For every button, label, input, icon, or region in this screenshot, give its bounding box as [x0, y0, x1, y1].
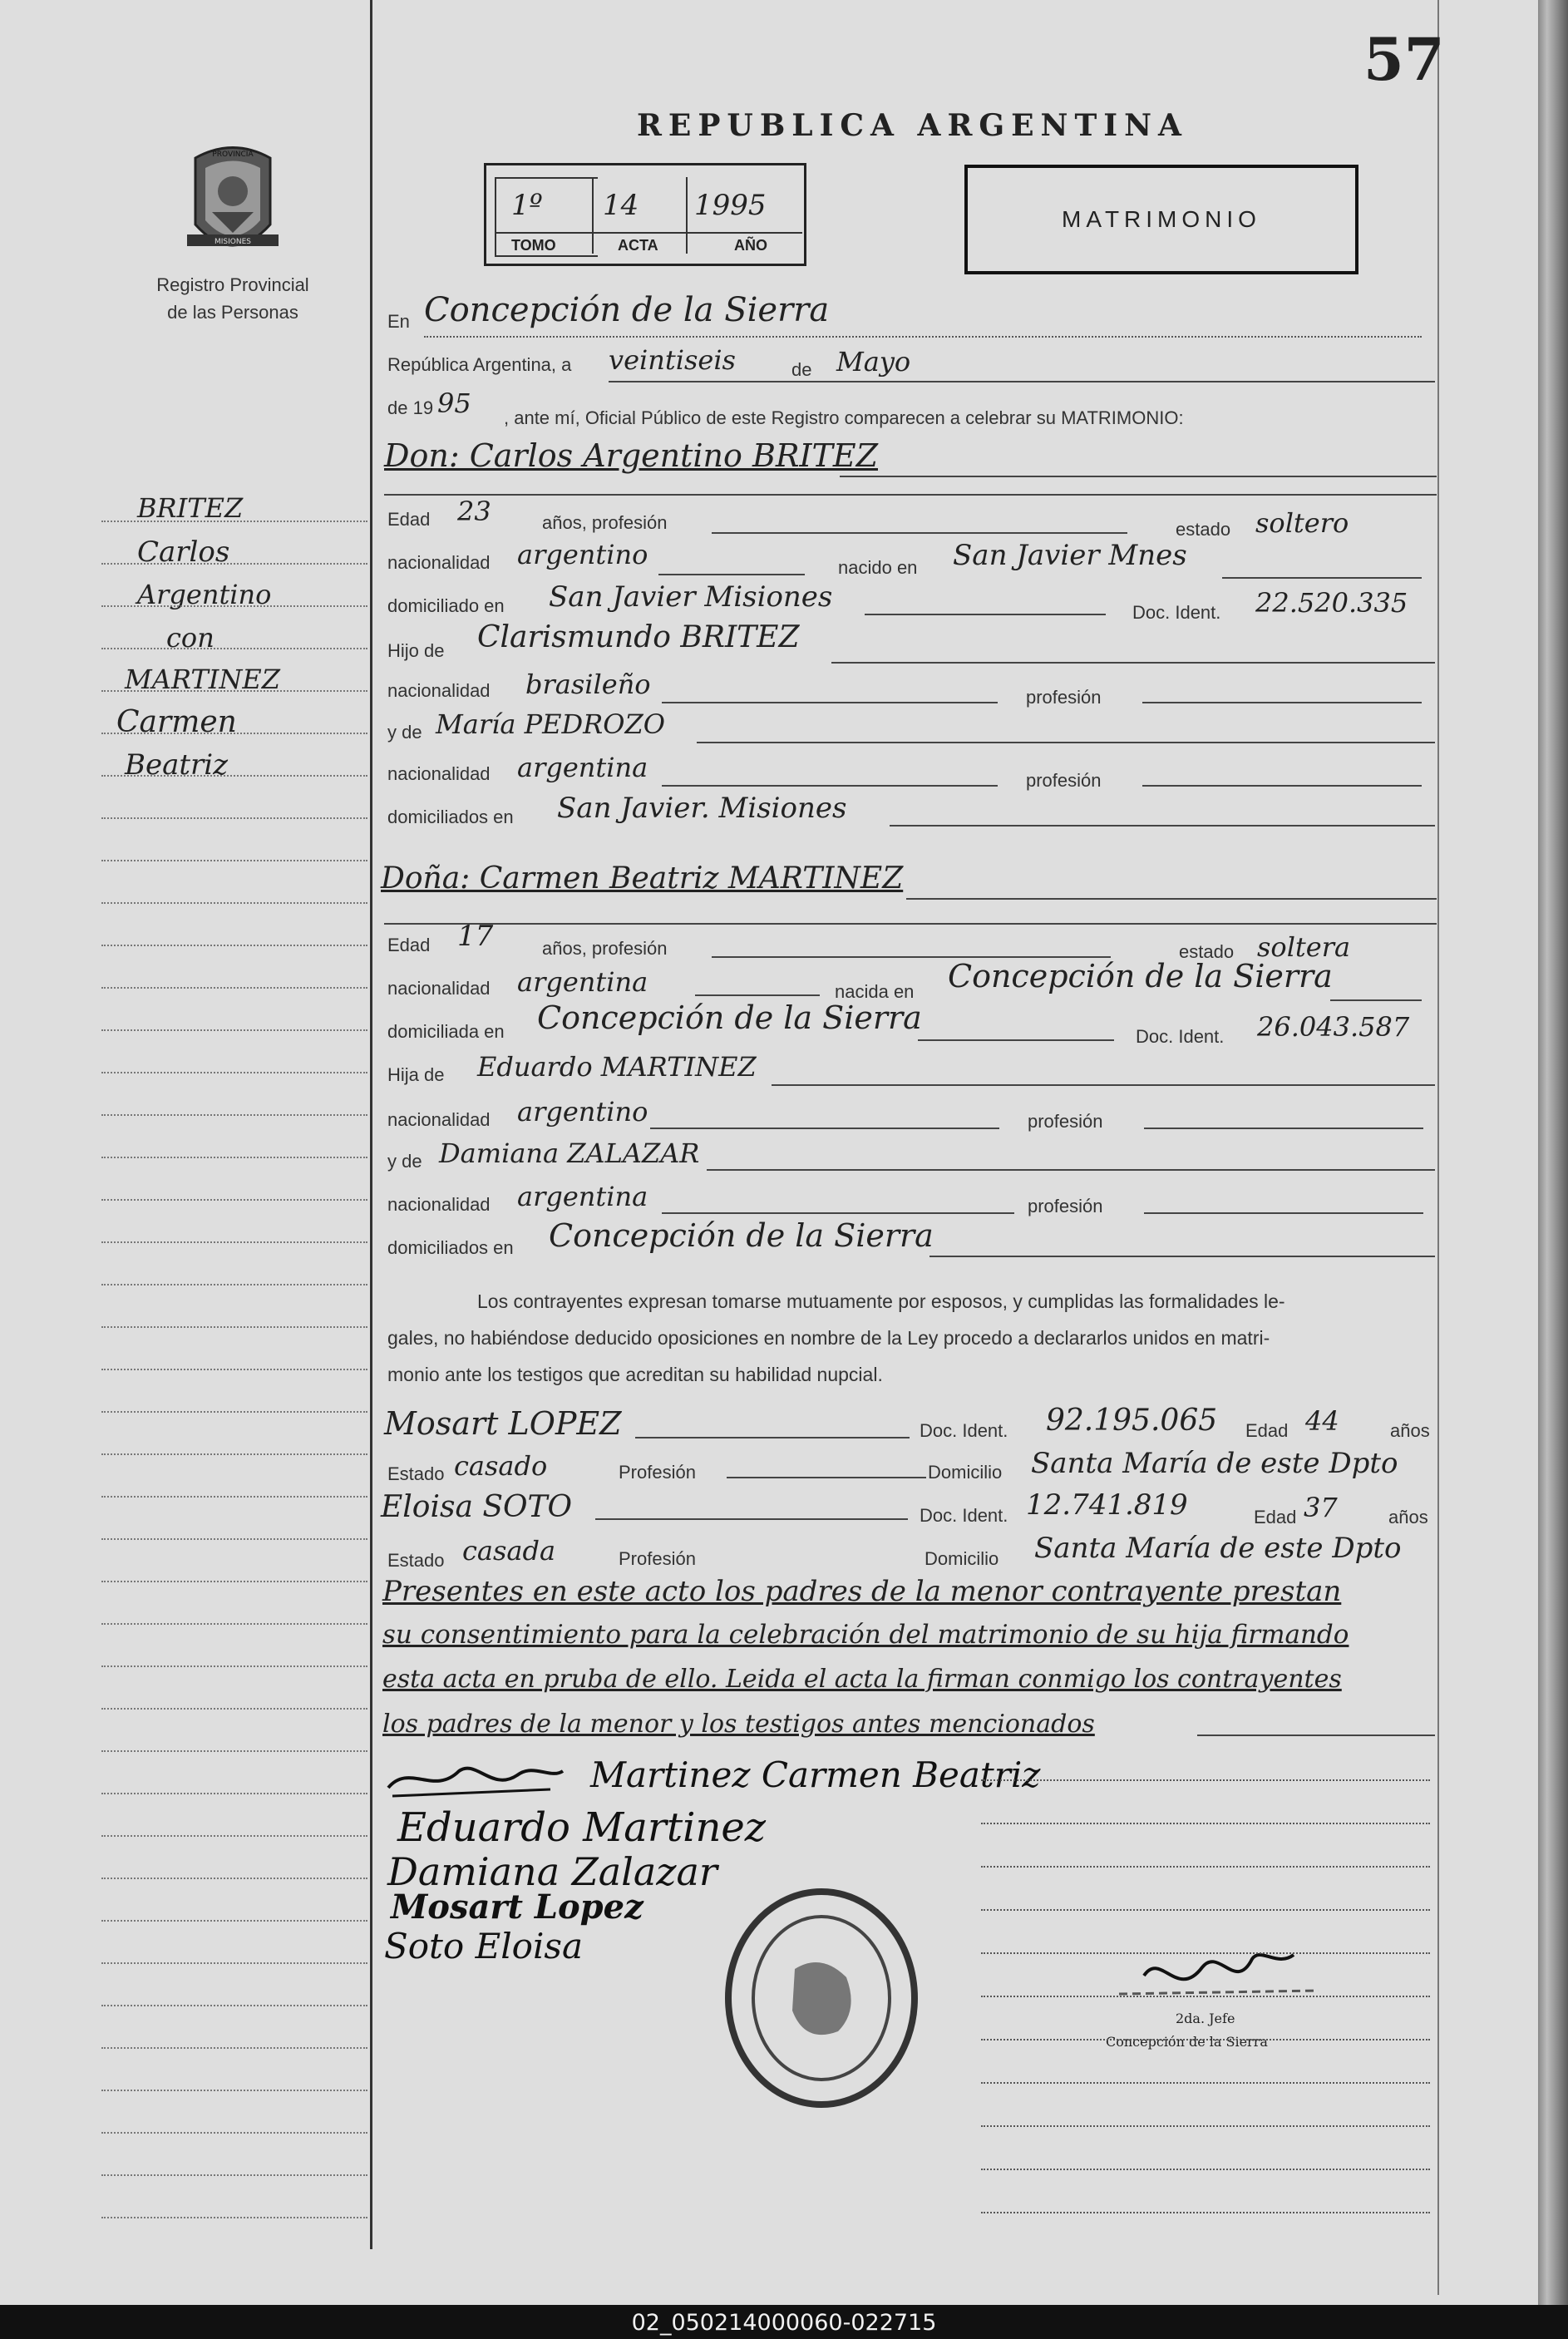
groom-mother: María PEDROZO — [436, 708, 665, 740]
groom-father: Clarismundo BRITEZ — [477, 620, 800, 654]
body-ruled-line — [981, 2169, 1430, 2170]
registry-stamp-seal — [722, 1886, 921, 2110]
page-number: 57 — [1363, 25, 1445, 94]
margin-ruled-line — [101, 563, 367, 565]
bride-estado: soltera — [1257, 931, 1351, 963]
bride-doc-label: Doc. Ident. — [1136, 1026, 1225, 1047]
declaration-line-1: Los contrayentes expresan tomarse mutuamente por esposos, y cumplidas las formalidades le- — [477, 1290, 1285, 1312]
margin-ruled-line — [101, 2047, 367, 2049]
groom-father-nationality: brasileño — [525, 669, 651, 700]
margin-ruled-line — [101, 1453, 367, 1455]
body-ruled-line — [981, 1779, 1430, 1781]
margin-ruled-line — [101, 2217, 367, 2218]
signature-witness1: Mosart Lopez — [391, 1887, 643, 1927]
margin-ruled-line — [101, 1878, 367, 1879]
ano-label: AÑO — [734, 237, 767, 254]
bride-father-nac-label: nacionalidad — [387, 1109, 491, 1130]
tomo-value: 1º — [511, 189, 543, 222]
body-ruled-line — [981, 2125, 1430, 2127]
intro-statement: , ante mí, Oficial Público de este Registro comparecen a celebrar su MATRIMONIO: — [504, 407, 1184, 428]
bride-edad-label: Edad — [387, 935, 431, 955]
witness1-doc: 92.195.065 — [1046, 1404, 1218, 1438]
groom-mother-nationality: argentina — [517, 752, 648, 783]
en-label: En — [387, 311, 410, 332]
groom-doc: 22.520.335 — [1255, 587, 1408, 619]
margin-ruled-line — [101, 1962, 367, 1964]
witness1-prof-label: Profesión — [619, 1462, 696, 1483]
groom-name: Don: Carlos Argentino BRITEZ — [384, 437, 878, 474]
bride-parents-domicile: Concepción de la Sierra — [549, 1217, 934, 1254]
margin-ruled-line — [101, 1072, 367, 1073]
body-ruled-line — [981, 1909, 1430, 1911]
de-label: de — [791, 359, 812, 380]
margin-name-4: con — [166, 622, 214, 654]
witness2-domicile: Santa María de este Dpto — [1034, 1532, 1402, 1565]
margin-ruled-line — [101, 1029, 367, 1031]
body-ruled-line — [981, 1952, 1430, 1954]
groom-edad-label: Edad — [387, 509, 431, 530]
margin-ruled-line — [101, 1793, 367, 1794]
body-ruled-line — [981, 1823, 1430, 1824]
groom-father-prof-label: profesión — [1026, 687, 1102, 708]
margin-ruled-line — [101, 2090, 367, 2091]
country-title: REPUBLICA ARGENTINA — [637, 108, 1188, 143]
witness1-domicile: Santa María de este Dpto — [1031, 1447, 1398, 1480]
marriage-year: 95 — [437, 387, 471, 419]
margin-ruled-line — [101, 1496, 367, 1498]
margin-name-6: Carmen — [116, 705, 237, 739]
note-line-1: Presentes en este acto los padres de la menor contrayente prestan — [382, 1575, 1342, 1608]
margin-name-1: BRITEZ — [137, 492, 244, 524]
margin-ruled-line — [101, 521, 367, 522]
margin-ruled-line — [101, 1241, 367, 1243]
margin-ruled-line — [101, 987, 367, 989]
bride-birthplace: Concepción de la Sierra — [948, 958, 1333, 994]
witness1-edad-label: Edad — [1245, 1420, 1289, 1441]
margin-ruled-line — [101, 605, 367, 607]
margin-ruled-line — [101, 1157, 367, 1158]
body-ruled-line — [981, 2039, 1430, 2040]
bride-anos-profesion: años, profesión — [542, 938, 668, 959]
margin-ruled-line — [101, 1369, 367, 1370]
note-line-2: su consentimiento para la celebración del matrimonio de su hija firmando — [382, 1620, 1349, 1650]
margin-ruled-line — [101, 817, 367, 819]
record-type: MATRIMONIO — [1062, 206, 1261, 232]
marriage-month: Mayo — [836, 346, 911, 377]
bride-mother: Damiana ZALAZAR — [439, 1137, 700, 1169]
groom-parents-domicile: San Javier. Misiones — [557, 792, 847, 825]
bride-domicile: Concepción de la Sierra — [537, 999, 922, 1036]
marriage-place: Concepción de la Sierra — [424, 291, 830, 329]
margin-rule — [370, 0, 372, 2249]
margin-ruled-line — [101, 690, 367, 692]
bride-mother-nationality: argentina — [517, 1181, 648, 1212]
bride-nationality: argentina — [517, 966, 648, 998]
witness1-age: 44 — [1305, 1405, 1339, 1437]
bride-father-nationality: argentino — [517, 1096, 648, 1128]
body-ruled-line — [981, 2212, 1430, 2213]
margin-ruled-line — [101, 733, 367, 734]
body-ruled-line — [981, 1996, 1430, 1997]
witness1-anos-label: años — [1390, 1420, 1430, 1441]
tomo-label: TOMO — [511, 237, 556, 254]
marriage-day: veintiseis — [609, 344, 736, 376]
margin-ruled-line — [101, 1708, 367, 1710]
footer-bar — [0, 2305, 1568, 2339]
body-ruled-line — [981, 2082, 1430, 2084]
margin-ruled-line — [101, 860, 367, 861]
scan-id: 02_050214000060-022715 — [631, 2310, 937, 2336]
witness2-dom-label: Domicilio — [925, 1548, 999, 1569]
signature-father: Eduardo Martinez — [397, 1804, 767, 1851]
groom-domicile: San Javier Misiones — [549, 580, 833, 614]
note-line-4: los padres de la menor y los testigos antes mencionados — [382, 1710, 1095, 1739]
acta-value: 14 — [603, 189, 639, 222]
record-number-box — [484, 163, 806, 266]
witness1-estado-label: Estado — [387, 1463, 445, 1484]
left-binding-rule — [1437, 0, 1439, 2295]
republica-label: República Argentina, a — [387, 354, 572, 375]
groom-estado: soltero — [1255, 507, 1349, 539]
margin-ruled-line — [101, 648, 367, 649]
bride-doc: 26.043.587 — [1257, 1011, 1410, 1043]
groom-doc-label: Doc. Ident. — [1132, 602, 1221, 623]
margin-ruled-line — [101, 902, 367, 904]
groom-father-nac-label: nacionalidad — [387, 680, 491, 701]
groom-mother-nac-label: nacionalidad — [387, 763, 491, 784]
witness2-doc-label: Doc. Ident. — [920, 1505, 1008, 1526]
margin-name-7: Beatriz — [125, 748, 229, 782]
declaration-line-3: monio ante los testigos que acreditan su habilidad nupcial. — [387, 1364, 883, 1385]
signature-mother: Damiana Zalazar — [387, 1849, 717, 1894]
signature-witness2: Soto Eloisa — [384, 1926, 583, 1966]
groom-age: 23 — [457, 496, 491, 527]
bride-hija-label: Hija de — [387, 1064, 445, 1085]
witness2-age: 37 — [1304, 1492, 1338, 1523]
margin-ruled-line — [101, 1411, 367, 1413]
margin-ruled-line — [101, 1284, 367, 1285]
margin-ruled-line — [101, 1920, 367, 1922]
groom-dom-label: domiciliado en — [387, 595, 505, 616]
bride-estado-label: estado — [1179, 941, 1235, 962]
groom-yde-label: y de — [387, 722, 422, 743]
witness2-doc: 12.741.819 — [1026, 1488, 1188, 1522]
margin-ruled-line — [101, 1581, 367, 1582]
svg-text:MISIONES: MISIONES — [214, 238, 252, 246]
witness2-anos-label: años — [1388, 1507, 1428, 1527]
witness2-prof-label: Profesión — [619, 1548, 696, 1569]
groom-nac-label: nacionalidad — [387, 552, 491, 573]
groom-hijo-label: Hijo de — [387, 640, 445, 661]
body-ruled-line — [981, 1866, 1430, 1868]
margin-ruled-line — [101, 2132, 367, 2134]
witness2-estado-label: Estado — [387, 1550, 445, 1571]
margin-name-2: Carlos — [137, 535, 230, 569]
margin-ruled-line — [101, 2174, 367, 2176]
bride-father-prof-label: profesión — [1028, 1111, 1103, 1132]
groom-nacido-label: nacido en — [838, 557, 918, 578]
witness2-edad-label: Edad — [1254, 1507, 1297, 1527]
witness2-estado: casada — [462, 1535, 556, 1567]
groom-anos-profesion: años, profesión — [542, 512, 668, 533]
declaration-line-2: gales, no habiéndose deducido oposiciones en nombre de la Ley procedo a declararlos unidos en matri- — [387, 1327, 1270, 1349]
groom-nationality: argentino — [517, 539, 648, 570]
margin-name-5: MARTINEZ — [125, 664, 280, 695]
margin-ruled-line — [101, 945, 367, 946]
bride-nacida-label: nacida en — [835, 981, 915, 1002]
bride-mother-prof-label: profesión — [1028, 1196, 1103, 1216]
bride-name: Doña: Carmen Beatriz MARTINEZ — [381, 861, 904, 896]
margin-ruled-line — [101, 1665, 367, 1667]
margin-ruled-line — [101, 1623, 367, 1625]
bride-dom-label: domiciliada en — [387, 1021, 505, 1042]
groom-estado-label: estado — [1176, 519, 1231, 540]
acta-label: ACTA — [618, 237, 658, 254]
witness1-dom-label: Domicilio — [928, 1462, 1003, 1483]
groom-mother-prof-label: profesión — [1026, 770, 1102, 791]
margin-ruled-line — [101, 1326, 367, 1328]
margin-ruled-line — [101, 1114, 367, 1116]
registry-name-line2: de las Personas — [167, 302, 298, 323]
bride-mother-nac-label: nacionalidad — [387, 1194, 491, 1215]
groom-parents-dom-label: domiciliados en — [387, 807, 514, 827]
provincial-crest-icon — [179, 141, 287, 266]
witness1-estado: casado — [454, 1450, 548, 1482]
signature-bride: Martinez Carmen Beatriz — [590, 1754, 1041, 1795]
bride-father: Eduardo MARTINEZ — [477, 1051, 757, 1083]
witness2-name: Eloisa SOTO — [381, 1490, 573, 1524]
bride-yde-label: y de — [387, 1151, 422, 1172]
margin-ruled-line — [101, 1538, 367, 1540]
margin-name-3: Argentino — [137, 579, 272, 610]
witness1-name: Mosart LOPEZ — [384, 1405, 622, 1442]
witness1-doc-label: Doc. Ident. — [920, 1420, 1008, 1441]
official-office: Concepción de la Sierra — [1106, 2034, 1268, 2050]
groom-birthplace: San Javier Mnes — [953, 539, 1187, 572]
bride-age: 17 — [457, 920, 494, 953]
record-type-box — [964, 165, 1358, 274]
margin-ruled-line — [101, 1835, 367, 1837]
margin-ruled-line — [101, 1199, 367, 1201]
svg-text:PROVINCIA: PROVINCIA — [212, 151, 254, 159]
bride-parents-dom-label: domiciliados en — [387, 1237, 514, 1258]
margin-ruled-line — [101, 775, 367, 777]
de19-label: de 19 — [387, 397, 434, 418]
book-edge — [1538, 0, 1568, 2305]
ano-value: 1995 — [694, 189, 767, 222]
bride-nac-label: nacionalidad — [387, 978, 491, 999]
official-title: 2da. Jefe — [1176, 2011, 1235, 2026]
note-line-3: esta acta en pruba de ello. Leida el acta la firman conmigo los contrayentes — [382, 1665, 1342, 1694]
registry-name-line1: Registro Provincial — [156, 274, 309, 295]
margin-ruled-line — [101, 1750, 367, 1752]
margin-ruled-line — [101, 2005, 367, 2006]
signature-scribble-1 — [384, 1754, 567, 1804]
